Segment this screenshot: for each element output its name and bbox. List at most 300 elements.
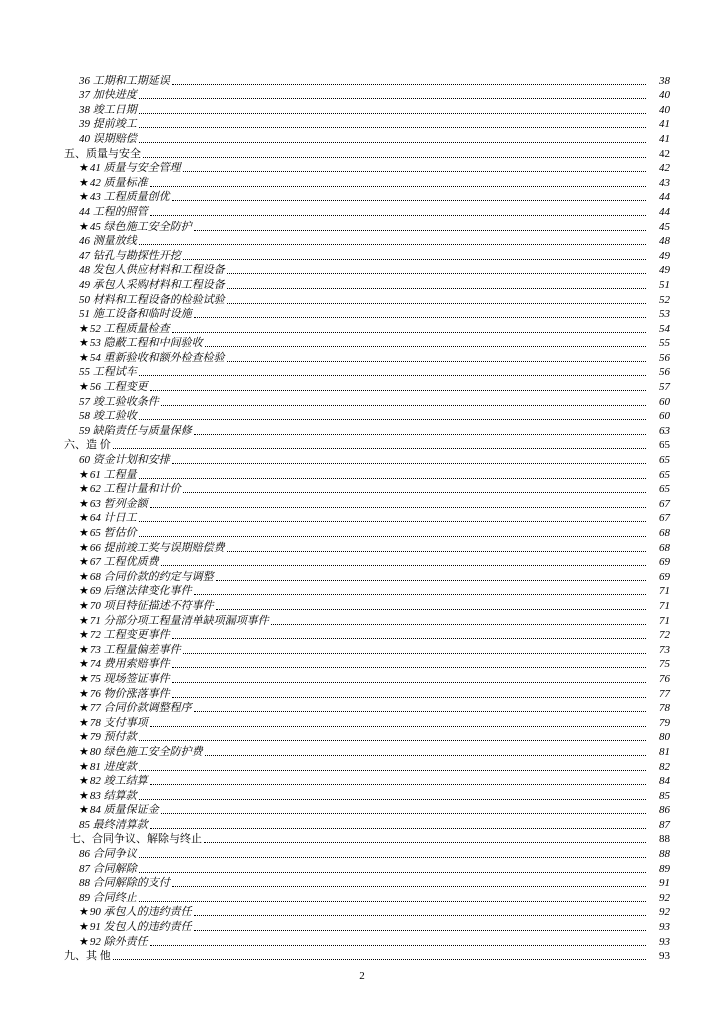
toc-entry-label bbox=[79, 512, 137, 525]
dot-leader bbox=[139, 770, 646, 771]
toc-entry-label bbox=[79, 615, 269, 628]
toc-entry-text: 81 进度款 bbox=[89, 760, 137, 773]
toc-entry[interactable] bbox=[0, 905, 724, 920]
toc-entry-label bbox=[79, 454, 170, 467]
dot-leader bbox=[143, 157, 646, 158]
toc-entry-text: 66 提前竣工奖与误期赔偿费 bbox=[89, 541, 225, 554]
dot-leader bbox=[194, 930, 646, 931]
dot-leader bbox=[161, 813, 646, 814]
toc-entry[interactable] bbox=[0, 715, 724, 730]
toc-entry-label bbox=[79, 775, 148, 788]
toc-entry[interactable] bbox=[0, 496, 724, 511]
toc-entry-text: 40 误期赔偿 bbox=[79, 132, 137, 145]
toc-page-number: 92 bbox=[659, 906, 670, 919]
star-icon: ★ bbox=[79, 731, 89, 744]
toc-entry-label bbox=[79, 600, 214, 613]
dot-leader bbox=[204, 842, 646, 843]
toc-entry-label bbox=[79, 396, 159, 409]
toc-entry-text: 41 质量与安全管理 bbox=[89, 162, 181, 175]
toc-entry[interactable] bbox=[0, 540, 724, 555]
toc-entry[interactable] bbox=[0, 292, 724, 307]
star-icon: ★ bbox=[79, 497, 89, 510]
dot-leader bbox=[227, 551, 646, 552]
toc-entry-text: 83 结算款 bbox=[89, 789, 137, 802]
toc-entry[interactable] bbox=[0, 730, 724, 745]
toc-entry[interactable] bbox=[0, 744, 724, 759]
star-icon: ★ bbox=[79, 906, 89, 919]
toc-entry-text: 48 发包人供应材料和工程设备 bbox=[79, 264, 225, 277]
toc-page-number: 65 bbox=[659, 439, 670, 452]
star-icon: ★ bbox=[79, 541, 89, 554]
toc-entry[interactable] bbox=[0, 686, 724, 701]
toc-entry-text: 80 绿色施工安全防护费 bbox=[89, 745, 203, 758]
dot-leader bbox=[161, 565, 646, 566]
toc-entry[interactable] bbox=[0, 379, 724, 394]
toc-page-number: 92 bbox=[659, 891, 670, 904]
toc-entry[interactable] bbox=[0, 861, 724, 876]
dot-leader bbox=[172, 463, 646, 464]
star-icon: ★ bbox=[79, 702, 89, 715]
toc-entry-text: 36 工期和工期延误 bbox=[79, 74, 170, 87]
toc-page-number: 49 bbox=[659, 264, 670, 277]
toc-entry-text: 68 合同价款的约定与调整 bbox=[89, 570, 214, 583]
dot-leader bbox=[139, 740, 646, 741]
toc-entry[interactable] bbox=[0, 102, 724, 117]
toc-page-number: 88 bbox=[659, 848, 670, 861]
toc-entry[interactable] bbox=[0, 525, 724, 540]
dot-leader bbox=[139, 872, 646, 873]
toc-entry-label bbox=[79, 673, 170, 686]
toc-entry-label bbox=[79, 177, 148, 190]
toc-page-number: 51 bbox=[659, 278, 670, 291]
toc-entry[interactable] bbox=[0, 350, 724, 365]
toc-page-number: 60 bbox=[659, 410, 670, 423]
toc-entry-text: 58 竣工验收 bbox=[79, 410, 137, 423]
toc-entry[interactable] bbox=[0, 598, 724, 613]
dot-leader bbox=[172, 886, 646, 887]
toc-entry-label bbox=[79, 731, 137, 744]
toc-entry[interactable] bbox=[0, 219, 724, 234]
toc-page-number: 48 bbox=[659, 235, 670, 248]
toc-entry-text: 61 工程量 bbox=[89, 468, 137, 481]
toc-entry-text: 43 工程质量创优 bbox=[89, 191, 170, 204]
toc-page-number: 42 bbox=[659, 162, 670, 175]
dot-leader bbox=[227, 361, 646, 362]
toc-entry[interactable] bbox=[0, 555, 724, 570]
toc-entry[interactable] bbox=[0, 511, 724, 526]
toc-entry[interactable] bbox=[0, 671, 724, 686]
toc-page-number: 38 bbox=[659, 74, 670, 87]
toc-page-number: 67 bbox=[659, 497, 670, 510]
toc-entry[interactable] bbox=[0, 919, 724, 934]
toc-entry-text: 90 承包人的违约责任 bbox=[89, 906, 192, 919]
toc-entry-text: 62 工程计量和计价 bbox=[89, 483, 181, 496]
dot-leader bbox=[139, 857, 646, 858]
toc-page-number: 68 bbox=[659, 541, 670, 554]
toc-entry-label bbox=[79, 162, 181, 175]
toc-entry[interactable] bbox=[0, 642, 724, 657]
toc-page-number: 93 bbox=[659, 921, 670, 934]
toc-entry-label bbox=[64, 950, 111, 963]
page-number: 2 bbox=[359, 970, 365, 982]
dot-leader bbox=[194, 434, 646, 435]
toc-page-number: 60 bbox=[659, 395, 670, 408]
toc-entry-label bbox=[79, 323, 170, 336]
toc-entry-label bbox=[79, 688, 170, 701]
star-icon: ★ bbox=[79, 643, 89, 656]
star-icon: ★ bbox=[79, 176, 89, 189]
toc-page-number: 71 bbox=[659, 614, 670, 627]
dot-leader bbox=[227, 303, 646, 304]
toc-page-number: 49 bbox=[659, 249, 670, 262]
toc-page-number: 40 bbox=[659, 89, 670, 102]
star-icon: ★ bbox=[79, 556, 89, 569]
toc-section-heading[interactable] bbox=[0, 949, 724, 964]
toc-entry-label bbox=[79, 410, 137, 423]
dot-leader bbox=[139, 142, 646, 143]
dot-leader bbox=[216, 609, 646, 610]
dot-leader bbox=[216, 580, 646, 581]
toc-page-number: 73 bbox=[659, 643, 670, 656]
toc-section-heading[interactable] bbox=[0, 832, 724, 847]
toc-page-number: 69 bbox=[659, 570, 670, 583]
star-icon: ★ bbox=[79, 921, 89, 934]
dot-leader bbox=[150, 507, 646, 508]
dot-leader bbox=[194, 711, 646, 712]
toc-entry-text: 46 测量放线 bbox=[79, 235, 137, 248]
toc-entry-text: 50 材料和工程设备的检验试验 bbox=[79, 293, 225, 306]
dot-leader bbox=[139, 244, 646, 245]
toc-entry-label bbox=[79, 571, 214, 584]
toc-entry[interactable] bbox=[0, 365, 724, 380]
toc-entry-label bbox=[79, 746, 203, 759]
dot-leader bbox=[139, 901, 646, 902]
toc-entry-label bbox=[79, 381, 148, 394]
toc-page-number: 67 bbox=[659, 512, 670, 525]
toc-page-number: 63 bbox=[659, 424, 670, 437]
dot-leader bbox=[139, 536, 646, 537]
dot-leader bbox=[150, 215, 646, 216]
toc-entry-text: 47 钻孔与勘探性开挖 bbox=[79, 249, 181, 262]
toc-entry-text: 55 工程试车 bbox=[79, 366, 137, 379]
toc-entry-text: 65 暂估价 bbox=[89, 527, 137, 539]
toc-entry-label bbox=[79, 790, 137, 803]
toc-entry-text: 92 除外责任 bbox=[89, 935, 148, 948]
toc-page-number: 88 bbox=[659, 833, 670, 846]
toc-entry-label bbox=[64, 439, 111, 452]
dot-leader bbox=[139, 478, 646, 479]
toc-entry[interactable] bbox=[0, 628, 724, 643]
dot-leader bbox=[183, 492, 646, 493]
star-icon: ★ bbox=[79, 716, 89, 729]
toc-entry[interactable] bbox=[0, 467, 724, 482]
toc-entry[interactable] bbox=[0, 248, 724, 263]
toc-entry-text: 70 项目特征描述不符事件 bbox=[89, 599, 214, 612]
toc-entry-text: 39 提前竣工 bbox=[79, 118, 137, 131]
star-icon: ★ bbox=[79, 483, 89, 496]
toc-entry-label bbox=[79, 921, 192, 934]
toc-page-number: 86 bbox=[659, 804, 670, 817]
toc-entry-text: 86 合同争议 bbox=[79, 848, 137, 861]
toc-entry-text: 84 质量保证金 bbox=[89, 804, 159, 817]
toc-entry-label bbox=[70, 833, 202, 846]
toc-entry-label bbox=[79, 877, 170, 890]
dot-leader bbox=[227, 273, 646, 274]
toc-entry-label bbox=[64, 148, 141, 161]
dot-leader bbox=[172, 200, 646, 201]
toc-entry-text: 53 隐蔽工程和中间验收 bbox=[89, 337, 203, 350]
toc-entry[interactable] bbox=[0, 88, 724, 103]
toc-entry-text: 59 缺陷责任与质量保修 bbox=[79, 424, 192, 437]
toc-entry[interactable] bbox=[0, 657, 724, 672]
toc-entry[interactable] bbox=[0, 394, 724, 409]
toc-entry[interactable] bbox=[0, 803, 724, 818]
toc-entry-text: 72 工程变更事件 bbox=[89, 629, 170, 642]
star-icon: ★ bbox=[79, 760, 89, 773]
star-icon: ★ bbox=[79, 468, 89, 481]
dot-leader bbox=[205, 346, 646, 347]
toc-entry-text: 91 发包人的违约责任 bbox=[89, 921, 192, 934]
toc-page-number: 55 bbox=[659, 337, 670, 350]
star-icon: ★ bbox=[79, 599, 89, 612]
toc-entry-label bbox=[79, 352, 225, 365]
toc-entry-text: 79 预付款 bbox=[89, 731, 137, 744]
toc-entry-label bbox=[79, 906, 192, 919]
toc-entry-label bbox=[79, 133, 137, 146]
star-icon: ★ bbox=[79, 804, 89, 817]
toc-page-number: 81 bbox=[659, 745, 670, 758]
toc-entry-label bbox=[79, 629, 170, 642]
toc-page-number: 69 bbox=[659, 556, 670, 569]
toc-entry-text: 54 重新验收和额外检查检验 bbox=[89, 351, 225, 364]
toc-page-number: 45 bbox=[659, 220, 670, 233]
toc-entry-text: 88 合同解除的支付 bbox=[79, 877, 170, 890]
toc-entry[interactable] bbox=[0, 846, 724, 861]
dot-leader bbox=[172, 667, 646, 668]
dot-leader bbox=[271, 624, 646, 625]
toc-entry[interactable] bbox=[0, 584, 724, 599]
toc-entry-text: 57 竣工验收条件 bbox=[79, 395, 159, 408]
toc-entry-label bbox=[79, 366, 137, 379]
toc-entry[interactable] bbox=[0, 934, 724, 949]
toc-entry-text: 69 后继法律变化事件 bbox=[89, 585, 192, 598]
toc-page-number: 72 bbox=[659, 629, 670, 642]
toc-entry[interactable] bbox=[0, 569, 724, 584]
toc-page-number: 76 bbox=[659, 672, 670, 685]
toc-page-number: 75 bbox=[659, 658, 670, 671]
toc-entry-label bbox=[79, 527, 137, 540]
toc-entry[interactable] bbox=[0, 701, 724, 716]
toc-entry-label bbox=[79, 191, 170, 204]
toc-entry-label bbox=[79, 89, 137, 102]
toc-page-number: 78 bbox=[659, 702, 670, 715]
toc-entry-text: 89 合同终止 bbox=[79, 891, 137, 904]
toc-entry[interactable] bbox=[0, 876, 724, 891]
toc-entry-text: 71 分部分项工程量清单缺项漏项事件 bbox=[89, 614, 269, 627]
toc-entry-label bbox=[79, 308, 192, 321]
toc-entry-text: 45 绿色施工安全防护 bbox=[89, 220, 192, 233]
toc-entry-text: 74 费用索赔事件 bbox=[89, 658, 170, 671]
toc-page-number: 93 bbox=[659, 950, 670, 963]
toc-page-number: 54 bbox=[659, 322, 670, 335]
toc-entry[interactable] bbox=[0, 890, 724, 905]
star-icon: ★ bbox=[79, 337, 89, 350]
toc-entry-label bbox=[79, 717, 148, 730]
toc-section-heading[interactable] bbox=[0, 146, 724, 161]
toc-entry[interactable] bbox=[0, 190, 724, 205]
toc-page-number: 91 bbox=[659, 877, 670, 890]
toc-entry-text: 七、合同争议、解除与终止 bbox=[70, 833, 202, 846]
toc-entry-label bbox=[79, 658, 170, 671]
toc-entry-text: 44 工程的照管 bbox=[79, 205, 148, 218]
toc-entry[interactable] bbox=[0, 409, 724, 424]
toc-page-number: 44 bbox=[659, 205, 670, 218]
toc-entry-text: 60 资金计划和安排 bbox=[79, 454, 170, 467]
dot-leader bbox=[194, 594, 646, 595]
star-icon: ★ bbox=[79, 775, 89, 788]
toc-entry-text: 63 暂列金额 bbox=[89, 497, 148, 510]
star-icon: ★ bbox=[79, 614, 89, 627]
toc-entry[interactable] bbox=[0, 263, 724, 278]
toc-entry[interactable] bbox=[0, 817, 724, 832]
toc-entry[interactable] bbox=[0, 452, 724, 467]
toc-page-number: 89 bbox=[659, 862, 670, 875]
dot-leader bbox=[183, 653, 646, 654]
star-icon: ★ bbox=[79, 220, 89, 233]
toc-entry[interactable] bbox=[0, 204, 724, 219]
toc-entry-label bbox=[79, 498, 148, 511]
star-icon: ★ bbox=[79, 162, 89, 175]
toc-entry[interactable] bbox=[0, 321, 724, 336]
toc-entry-label bbox=[79, 75, 170, 88]
toc-entry-label bbox=[79, 892, 137, 905]
toc-entry-text: 九、其 他 bbox=[64, 950, 111, 963]
toc-entry-label bbox=[79, 556, 159, 569]
dot-leader bbox=[205, 755, 646, 756]
star-icon: ★ bbox=[79, 935, 89, 948]
toc-entry-text: 52 工程质量检查 bbox=[89, 322, 170, 335]
toc-entry-label bbox=[79, 819, 148, 832]
toc-section-heading[interactable] bbox=[0, 438, 724, 453]
toc-entry[interactable] bbox=[0, 131, 724, 146]
toc-entry-text: 76 物价涨落事件 bbox=[89, 687, 170, 700]
toc-entry[interactable] bbox=[0, 234, 724, 249]
toc-entry-text: 六、造 价 bbox=[64, 439, 111, 452]
toc-entry-text: 87 合同解除 bbox=[79, 862, 137, 875]
toc-page-number: 56 bbox=[659, 366, 670, 379]
toc-entry[interactable] bbox=[0, 774, 724, 789]
dot-leader bbox=[172, 697, 646, 698]
toc-page-number: 43 bbox=[659, 176, 670, 189]
toc-entry[interactable] bbox=[0, 423, 724, 438]
toc-page-number: 65 bbox=[659, 483, 670, 496]
dot-leader bbox=[150, 828, 646, 829]
toc-entry-text: 64 计日工 bbox=[89, 512, 137, 525]
toc-page-number: 82 bbox=[659, 760, 670, 773]
toc-entry-label bbox=[79, 294, 225, 307]
toc-entry-label bbox=[79, 279, 225, 292]
toc-entry-label bbox=[79, 337, 203, 350]
toc-entry[interactable] bbox=[0, 759, 724, 774]
toc-page-number: 68 bbox=[659, 527, 670, 539]
toc-entry[interactable] bbox=[0, 175, 724, 190]
toc-entry[interactable] bbox=[0, 482, 724, 497]
toc-entry-label bbox=[79, 644, 181, 657]
toc-entry-text: 77 合同价款调整程序 bbox=[89, 702, 192, 715]
dot-leader bbox=[172, 682, 646, 683]
dot-leader bbox=[113, 448, 646, 449]
toc-entry[interactable] bbox=[0, 307, 724, 322]
toc-page-number: 56 bbox=[659, 351, 670, 364]
toc-entry-text: 85 最终清算款 bbox=[79, 818, 148, 831]
star-icon: ★ bbox=[79, 687, 89, 700]
toc-page-number: 77 bbox=[659, 687, 670, 700]
toc-entry[interactable] bbox=[0, 117, 724, 132]
toc-entry-text: 42 质量标准 bbox=[89, 176, 148, 189]
dot-leader bbox=[139, 127, 646, 128]
toc-entry-label bbox=[79, 804, 159, 817]
toc-entry-text: 78 支付事项 bbox=[89, 716, 148, 729]
star-icon: ★ bbox=[79, 629, 89, 642]
toc-page-number: 57 bbox=[659, 381, 670, 394]
toc-entry-text: 56 工程变更 bbox=[89, 381, 148, 394]
dot-leader bbox=[183, 171, 646, 172]
toc-entry[interactable] bbox=[0, 277, 724, 292]
toc-page-number: 65 bbox=[659, 468, 670, 481]
toc-entry[interactable] bbox=[0, 336, 724, 351]
toc-page-number: 80 bbox=[659, 731, 670, 744]
toc-entry-label bbox=[79, 264, 225, 277]
dot-leader bbox=[150, 784, 646, 785]
toc-entry[interactable] bbox=[0, 788, 724, 803]
toc-entry-label bbox=[79, 483, 181, 496]
toc-entry-label bbox=[79, 118, 137, 131]
toc-entry[interactable] bbox=[0, 73, 724, 88]
dot-leader bbox=[150, 945, 646, 946]
star-icon: ★ bbox=[79, 789, 89, 802]
toc-entry-label bbox=[79, 469, 137, 482]
star-icon: ★ bbox=[79, 381, 89, 394]
star-icon: ★ bbox=[79, 745, 89, 758]
star-icon: ★ bbox=[79, 191, 89, 204]
toc-entry-text: 五、质量与安全 bbox=[64, 147, 141, 160]
dot-leader bbox=[172, 84, 646, 85]
toc-page-number: 53 bbox=[659, 308, 670, 321]
dot-leader bbox=[194, 317, 646, 318]
toc-page-number: 87 bbox=[659, 818, 670, 831]
dot-leader bbox=[150, 390, 646, 391]
star-icon: ★ bbox=[79, 512, 89, 525]
toc-entry-text: 38 竣工日期 bbox=[79, 103, 137, 116]
dot-leader bbox=[172, 332, 646, 333]
toc-page-number: 84 bbox=[659, 775, 670, 788]
toc-page-number: 71 bbox=[659, 599, 670, 612]
toc-entry-text: 51 施工设备和临时设施 bbox=[79, 308, 192, 321]
toc-entry[interactable] bbox=[0, 613, 724, 628]
toc-entry[interactable] bbox=[0, 161, 724, 176]
dot-leader bbox=[150, 186, 646, 187]
dot-leader bbox=[139, 521, 646, 522]
dot-leader bbox=[172, 638, 646, 639]
toc-page-number: 42 bbox=[659, 147, 670, 160]
toc-entry-text: 73 工程量偏差事件 bbox=[89, 643, 181, 656]
toc-page-number: 79 bbox=[659, 716, 670, 729]
toc-entry-label bbox=[79, 761, 137, 774]
dot-leader bbox=[139, 98, 646, 99]
toc-entry-label bbox=[79, 542, 225, 555]
toc-page-number: 52 bbox=[659, 293, 670, 306]
toc-page-number: 93 bbox=[659, 935, 670, 948]
